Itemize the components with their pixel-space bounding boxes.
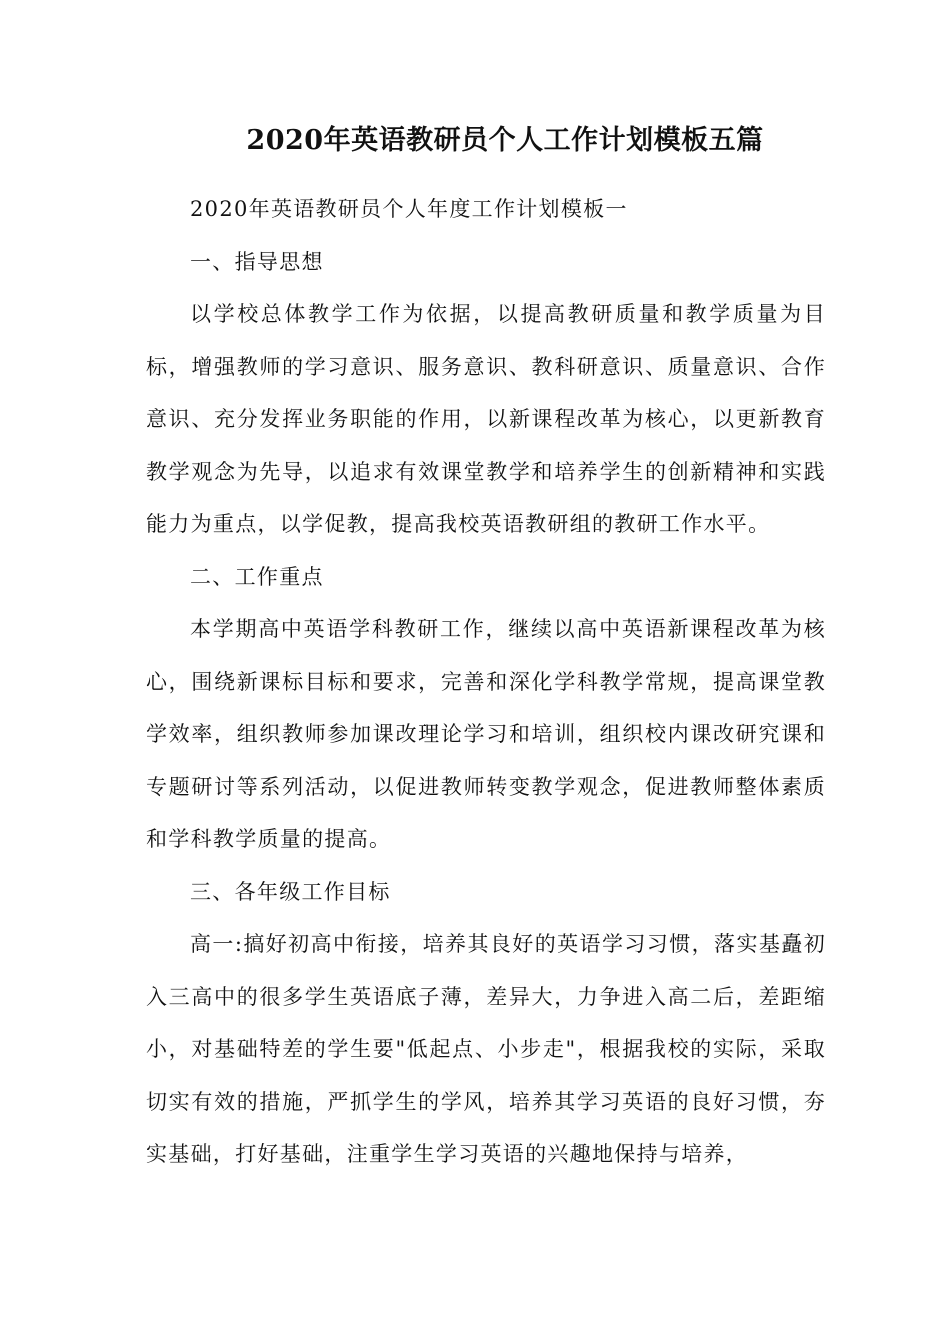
section-heading-grade-goals: 三、各年级工作目标 xyxy=(190,879,391,904)
document-title: 2020年英语教研员个人工作计划模板五篇 xyxy=(246,125,764,156)
body-paragraph: 高一:搞好初高中衔接，培养其良好的英语学习习惯，落实基矗初入三高中的很多学生英语底子薄，差异大，力争进入高二后，差距缩小，对基础特差的学生要"低起点、小步走"，根据我校的实际，采取切实有效的措施，严抓学生的学风，培养其学习英语的良好习惯，夯实基础，打好基础，注重学生学习英语的兴趣地保持与培养， xyxy=(146,932,826,1166)
body-paragraph: 本学期高中英语学科教研工作，继续以高中英语新课程改革为核心，围绕新课标目标和要求，完善和深化学科教学常规，提高课堂教学效率，组织教师参加课改理论学习和培训，组织校内课改研究课和专题研讨等系列活动，以促进教师转变教学观念，促进教师整体素质和学科教学质量的提高。 xyxy=(146,617,826,851)
body-paragraph: 以学校总体教学工作为依据，以提高教研质量和教学质量为目标，增强教师的学习意识、服务意识、教科研意识、质量意识、合作意识、充分发挥业务职能的作用，以新课程改革为核心，以更新教育教学观念为先导，以追求有效课堂教学和培养学生的创新精神和实践能力为重点，以学促教，提高我校英语教研组的教研工作水平。 xyxy=(146,302,826,536)
section-heading-guiding-ideology: 一、指导思想 xyxy=(190,249,324,274)
section-heading-work-focus: 二、工作重点 xyxy=(190,564,324,589)
subtitle-paragraph: 2020年英语教研员个人年度工作计划模板一 xyxy=(190,197,628,221)
document-body xyxy=(146,183,826,1181)
